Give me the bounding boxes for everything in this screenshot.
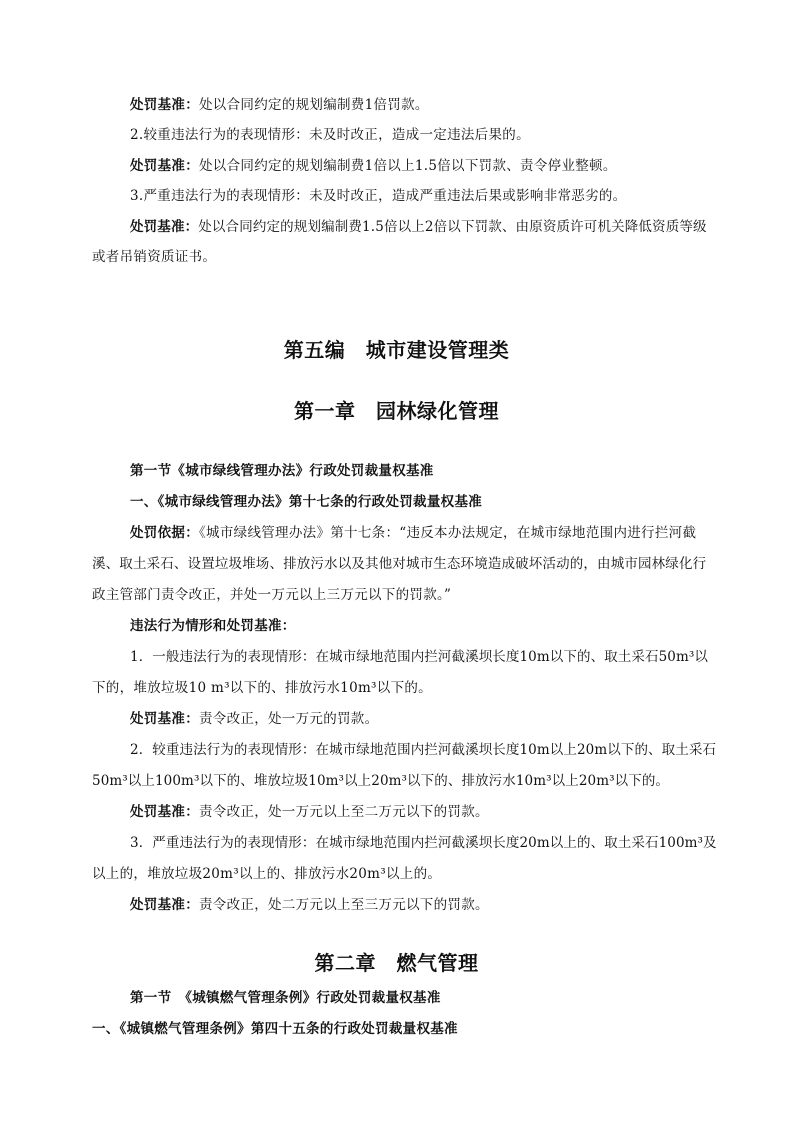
penalty-basis-text: 责令改正，处二万元以上至三万元以下的罚款。 — [199, 897, 489, 913]
section-title: 第一节《城市绿线管理办法》行政处罚裁量权基准 — [130, 463, 434, 479]
penalty-basis-text: 责令改正，处一万元以上至二万元以下的罚款。 — [199, 804, 489, 820]
case-line — [92, 679, 432, 697]
penalty-basis-text: 处以合同约定的规划编制费1.5倍以上2倍以下罚款、由原资质许可机关降低资质等级 — [198, 219, 707, 235]
legal-basis-text: 《城市绿线管理办法》第十七条：“违反本办法规定，在城市绿地范围内进行拦河截 — [199, 525, 697, 541]
legal-basis-line — [92, 586, 451, 604]
violation-case-line — [130, 126, 530, 144]
penalty-basis-line — [130, 803, 489, 821]
subsection-title: 一、《城镇燃气管理条例》第四十五条的行政处罚裁量权基准 — [92, 1021, 458, 1037]
case-text: 50m³以上100m³以下的、堆放垃圾10m³以上20m³以下的、排放污水10m³以上20m³以下的。 — [92, 773, 670, 789]
violation-case-line — [130, 187, 626, 205]
cases-heading: 违法行为情形和处罚基准： — [130, 618, 296, 634]
subsection-title: 一、《城市绿线管理办法》第十七条的行政处罚裁量权基准 — [130, 494, 483, 510]
penalty-basis-text: 处以合同约定的规划编制费1倍罚款。 — [199, 97, 429, 113]
case-text: 下的，堆放垃圾10 m³以下的、排放污水10m³以下的。 — [92, 680, 432, 696]
case-text: 1．一般违法行为的表现情形：在城市绿地范围内拦河截溪坝长度10m以下的、取土采石50m³以 — [130, 649, 708, 665]
case-line — [130, 834, 717, 852]
chapter-title: 第一章 园林绿化管理 — [294, 399, 499, 423]
violation-case-text: 3.严重违法行为的表现情形：未及时改正，造成严重违法后果或影响非常恶劣的。 — [130, 188, 627, 204]
penalty-basis-label: 处罚基准： — [130, 97, 199, 113]
penalty-basis-line — [130, 157, 617, 175]
case-line — [92, 772, 669, 790]
legal-basis-line — [130, 524, 696, 542]
continuation-line — [92, 248, 216, 266]
chapter-title: 第二章 燃气管理 — [314, 951, 479, 975]
violation-case-text: 2.较重违法行为的表现情形：未及时改正，造成一定违法后果的。 — [130, 127, 530, 143]
penalty-basis-line — [130, 96, 429, 114]
continuation-text: 或者吊销资质证书。 — [92, 249, 217, 265]
part-title: 第五编 城市建设管理类 — [283, 338, 510, 362]
penalty-basis-label: 处罚基准： — [130, 804, 199, 820]
penalty-basis-text: 处以合同约定的规划编制费1倍以上1.5倍以下罚款、责令停业整顿。 — [199, 158, 617, 174]
penalty-basis-label: 处罚基准： — [130, 158, 199, 174]
legal-basis-text: 溪、取土采石、设置垃圾堆场、排放污水以及其他对城市生态环境造成破坏活动的，由城市园林绿化行 — [92, 556, 707, 572]
penalty-basis-line — [130, 896, 489, 914]
case-line — [92, 865, 441, 883]
legal-basis-label: 处罚依据： — [130, 525, 199, 541]
penalty-basis-line — [130, 218, 707, 236]
penalty-basis-text: 责令改正，处一万元的罚款。 — [199, 711, 379, 727]
case-text: 2．较重违法行为的表现情形：在城市绿地范围内拦河截溪坝长度10m以上20m以下的、取土采石 — [130, 742, 717, 758]
section-title: 第一节 《城镇燃气管理条例》行政处罚裁量权基准 — [130, 990, 441, 1006]
case-text: 3．严重违法行为的表现情形：在城市绿地范围内拦河截溪坝长度20m以上的、取土采石100m³及 — [130, 835, 717, 851]
legal-basis-text: 政主管部门责令改正，并处一万元以上三万元以下的罚款。” — [92, 587, 452, 603]
case-line — [130, 648, 708, 666]
case-line — [130, 741, 716, 759]
penalty-basis-label: 处罚基准： — [130, 219, 199, 235]
legal-basis-line — [92, 555, 706, 573]
penalty-basis-label: 处罚基准： — [130, 897, 199, 913]
penalty-basis-label: 处罚基准： — [130, 711, 199, 727]
penalty-basis-line — [130, 710, 378, 728]
case-text: 以上的，堆放垃圾20m³以上的、排放污水20m³以上的。 — [92, 866, 442, 882]
